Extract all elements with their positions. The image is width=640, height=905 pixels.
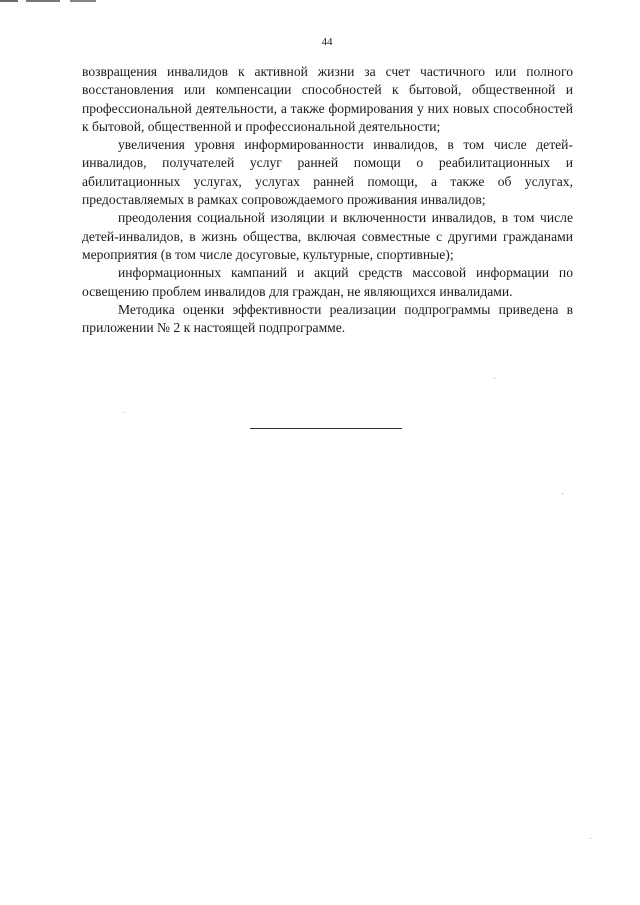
scan-edge-artifact [0,0,120,2]
page-number: 44 [321,36,333,48]
scan-speck [494,378,495,379]
paragraph-methodology: Методика оценки эффективности реализации подпрограммы приведена в приложении № 2 к настоящей подпрограмме. [82,301,573,336]
scan-speck [562,493,563,494]
scan-speck [124,412,125,413]
paragraph-media-campaigns: информационных кампаний и акций средств массовой информации по освещению проблем инвалидов для граждан, не являющихся инвалидами. [82,265,573,299]
paragraph-social-isolation: преодоления социальной изоляции и включенности инвалидов, в том числе детей-инвалидов, в жизнь общества, включая совместные с другими гражданами мероприятия (в том числе досуговые, культурные, спортивные); [82,210,573,262]
document-body [82,63,573,337]
paragraph-rehabilitation: возвращения инвалидов к активной жизни за счет частичного или полного восстановления или компенсации способностей к бытовой, общественной и профессиональной деятельности, а также формирования у них новых способностей к бытовой, общественной и профессиональной деятельности; [82,64,573,134]
paragraph-awareness: увеличения уровня информированности инвалидов, в том числе детей-инвалидов, получателей услуг ранней помощи о реабилитационных и абилитационных услугах, услугах ранней помощи, а также об услугах, предоставляемых в рамках сопровождаемого проживания инвалидов; [82,137,573,208]
scan-speck [590,838,591,839]
section-end-divider [250,428,402,429]
